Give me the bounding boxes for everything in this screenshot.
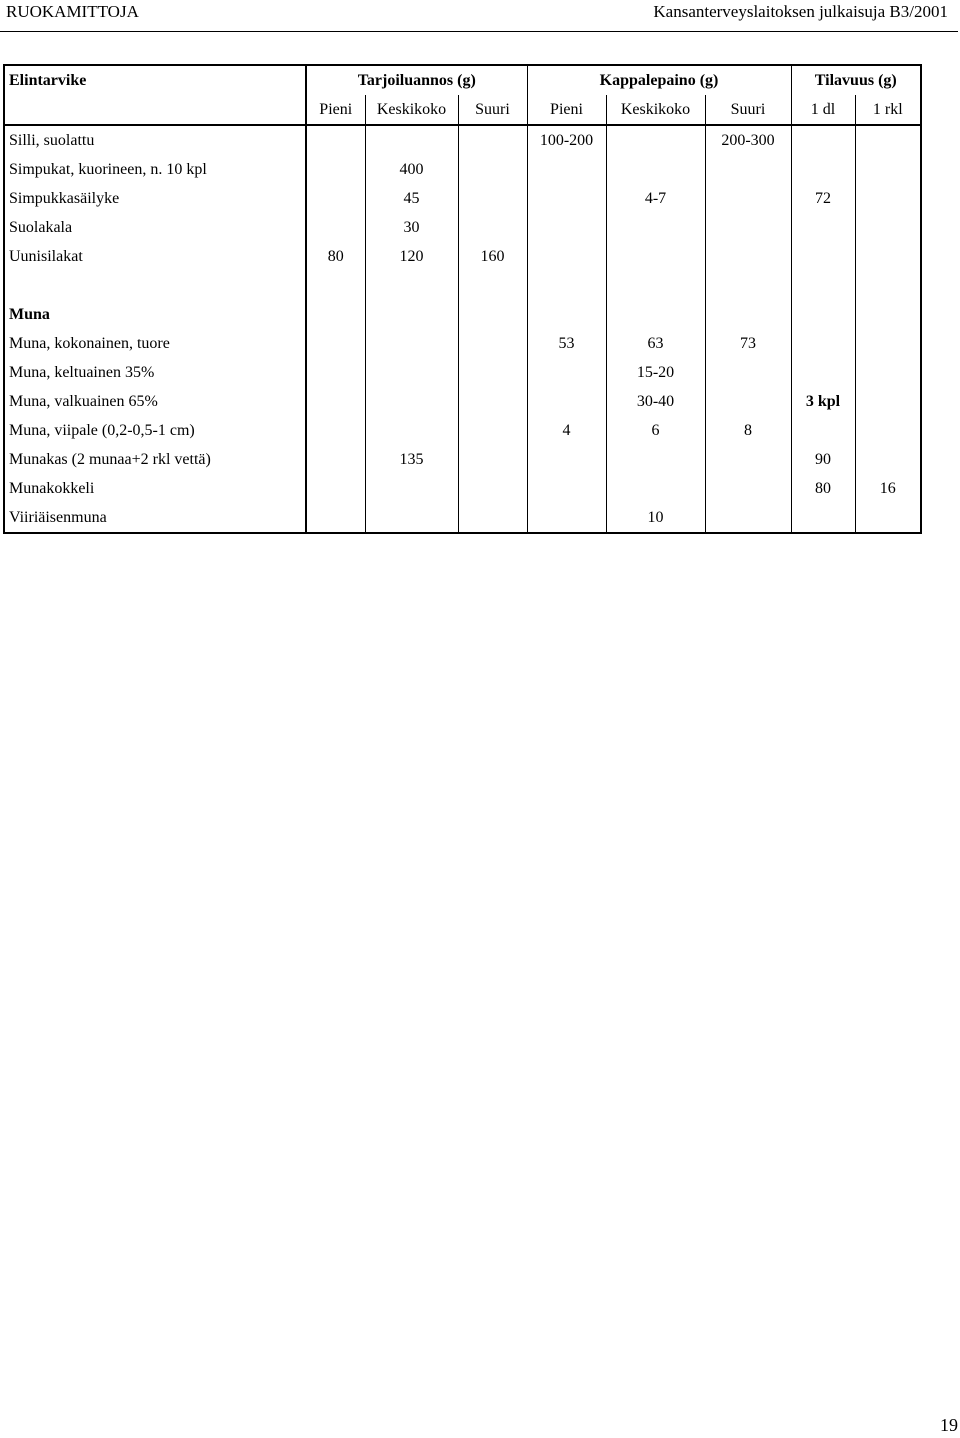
value-cell (458, 358, 527, 387)
value-cell: 100-200 (527, 125, 606, 155)
value-cell: 80 (306, 242, 365, 271)
subheader-volume-dl: 1 dl (791, 95, 855, 125)
group-header-piece-weight: Kappalepaino (g) (527, 65, 791, 95)
value-cell (791, 300, 855, 329)
subheader-piece-small: Pieni (527, 95, 606, 125)
table-row (4, 387, 921, 416)
value-cell (365, 300, 458, 329)
table-row (4, 271, 921, 300)
value-cell (705, 300, 791, 329)
food-name-cell: Muna, kokonainen, tuore (4, 329, 306, 358)
header-rule (0, 31, 958, 32)
subheader-empty (4, 95, 306, 125)
food-name-cell: Muna, keltuainen 35% (4, 358, 306, 387)
value-cell (527, 358, 606, 387)
value-cell (458, 503, 527, 533)
value-cell (791, 271, 855, 300)
value-cell (855, 387, 921, 416)
value-cell: 90 (791, 445, 855, 474)
value-cell: 45 (365, 184, 458, 213)
value-cell: 80 (791, 474, 855, 503)
value-cell (791, 329, 855, 358)
value-cell (527, 503, 606, 533)
value-cell: 4 (527, 416, 606, 445)
value-cell (306, 155, 365, 184)
value-cell (606, 155, 705, 184)
value-cell (791, 213, 855, 242)
value-cell (527, 242, 606, 271)
value-cell (458, 387, 527, 416)
table-row (4, 416, 921, 445)
value-cell (606, 125, 705, 155)
subheader-piece-large: Suuri (705, 95, 791, 125)
table-row (4, 125, 921, 155)
value-cell (705, 474, 791, 503)
food-name-cell (4, 271, 306, 300)
value-cell (791, 503, 855, 533)
table-header-row (4, 65, 921, 95)
value-cell (458, 155, 527, 184)
value-cell: 16 (855, 474, 921, 503)
column-header-food: Elintarvike (4, 65, 306, 95)
value-cell (306, 300, 365, 329)
value-cell (527, 387, 606, 416)
table-row (4, 358, 921, 387)
value-cell (791, 242, 855, 271)
table-row (4, 329, 921, 358)
value-cell (306, 125, 365, 155)
food-name-cell: Suolakala (4, 213, 306, 242)
value-cell (791, 358, 855, 387)
table-row (4, 184, 921, 213)
value-cell (527, 474, 606, 503)
value-cell: 3 kpl (791, 387, 855, 416)
value-cell (705, 445, 791, 474)
table-row (4, 155, 921, 184)
food-name-cell: Muna, valkuainen 65% (4, 387, 306, 416)
table-subheader-row (4, 95, 921, 125)
value-cell (365, 503, 458, 533)
value-cell (306, 503, 365, 533)
value-cell (306, 271, 365, 300)
value-cell (705, 503, 791, 533)
value-cell (791, 125, 855, 155)
food-name-cell: Simpukat, kuorineen, n. 10 kpl (4, 155, 306, 184)
table-row (4, 213, 921, 242)
value-cell (705, 358, 791, 387)
subheader-serving-large: Suuri (458, 95, 527, 125)
table-row (4, 474, 921, 503)
value-cell (306, 474, 365, 503)
value-cell (458, 213, 527, 242)
subheader-piece-medium: Keskikoko (606, 95, 705, 125)
value-cell: 63 (606, 329, 705, 358)
value-cell: 73 (705, 329, 791, 358)
value-cell (855, 213, 921, 242)
value-cell (705, 271, 791, 300)
food-name-cell: Munakokkeli (4, 474, 306, 503)
value-cell (855, 184, 921, 213)
value-cell (365, 358, 458, 387)
value-cell (855, 125, 921, 155)
value-cell (306, 445, 365, 474)
value-cell: 135 (365, 445, 458, 474)
food-name-cell: Simpukkasäilyke (4, 184, 306, 213)
value-cell (606, 213, 705, 242)
value-cell (527, 300, 606, 329)
value-cell (855, 358, 921, 387)
value-cell (855, 242, 921, 271)
value-cell (855, 155, 921, 184)
group-header-volume: Tilavuus (g) (791, 65, 921, 95)
group-header-serving: Tarjoiluannos (g) (306, 65, 527, 95)
value-cell (306, 358, 365, 387)
subheader-serving-small: Pieni (306, 95, 365, 125)
value-cell (365, 474, 458, 503)
value-cell (365, 271, 458, 300)
value-cell (791, 155, 855, 184)
value-cell (606, 445, 705, 474)
subheader-serving-medium: Keskikoko (365, 95, 458, 125)
value-cell (365, 416, 458, 445)
value-cell: 200-300 (705, 125, 791, 155)
value-cell (527, 155, 606, 184)
value-cell: 6 (606, 416, 705, 445)
value-cell (458, 474, 527, 503)
value-cell (365, 329, 458, 358)
value-cell (855, 416, 921, 445)
value-cell: 72 (791, 184, 855, 213)
value-cell (705, 213, 791, 242)
value-cell (705, 387, 791, 416)
value-cell (365, 125, 458, 155)
value-cell: 120 (365, 242, 458, 271)
value-cell (458, 125, 527, 155)
value-cell (855, 300, 921, 329)
food-name-cell: Uunisilakat (4, 242, 306, 271)
value-cell (527, 213, 606, 242)
value-cell: 53 (527, 329, 606, 358)
value-cell (306, 416, 365, 445)
value-cell (458, 329, 527, 358)
value-cell (705, 242, 791, 271)
value-cell (458, 300, 527, 329)
value-cell (458, 416, 527, 445)
running-header-publication: Kansanterveyslaitoksen julkaisuja B3/2001 (653, 2, 948, 21)
value-cell (606, 271, 705, 300)
running-header-title: RUOKAMITTOJA (6, 2, 139, 21)
value-cell: 160 (458, 242, 527, 271)
section-header-row (4, 300, 921, 329)
value-cell (365, 387, 458, 416)
value-cell: 4-7 (606, 184, 705, 213)
table-row (4, 445, 921, 474)
value-cell (527, 184, 606, 213)
subheader-volume-tbsp: 1 rkl (855, 95, 921, 125)
value-cell (306, 329, 365, 358)
value-cell: 8 (705, 416, 791, 445)
food-name-cell: Silli, suolattu (4, 125, 306, 155)
value-cell (306, 387, 365, 416)
value-cell (527, 445, 606, 474)
value-cell (855, 329, 921, 358)
food-name-cell: Munakas (2 munaa+2 rkl vettä) (4, 445, 306, 474)
value-cell (458, 184, 527, 213)
table-row (4, 503, 921, 533)
value-cell: 10 (606, 503, 705, 533)
value-cell: 30 (365, 213, 458, 242)
value-cell: 400 (365, 155, 458, 184)
food-name-cell: Muna, viipale (0,2-0,5-1 cm) (4, 416, 306, 445)
value-cell (705, 155, 791, 184)
value-cell (306, 184, 365, 213)
table-row (4, 242, 921, 271)
value-cell: 15-20 (606, 358, 705, 387)
value-cell (855, 503, 921, 533)
value-cell (527, 271, 606, 300)
section-label: Muna (4, 300, 306, 329)
value-cell: 30-40 (606, 387, 705, 416)
value-cell (306, 213, 365, 242)
value-cell (705, 184, 791, 213)
value-cell (606, 474, 705, 503)
food-measures-table (3, 64, 922, 534)
page-number: 19 (940, 1415, 958, 1435)
value-cell (855, 445, 921, 474)
food-name-cell: Viiriäisenmuna (4, 503, 306, 533)
value-cell (606, 242, 705, 271)
value-cell (458, 445, 527, 474)
value-cell (791, 416, 855, 445)
value-cell (606, 300, 705, 329)
value-cell (855, 271, 921, 300)
value-cell (458, 271, 527, 300)
